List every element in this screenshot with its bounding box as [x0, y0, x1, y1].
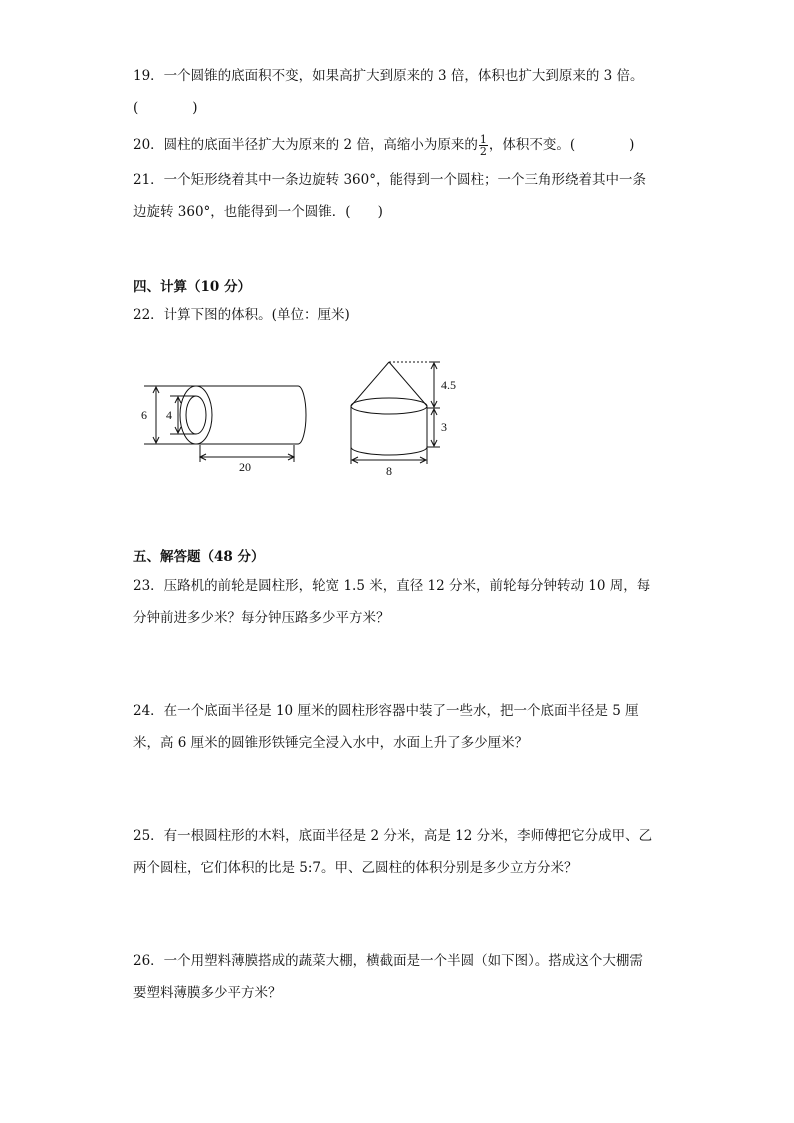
q19-line1: 19．一个圆锥的底面积不变，如果高扩大到原来的 3 倍，体积也扩大到原来的 3 倍。 — [133, 68, 644, 84]
q25-line1: 25．有一根圆柱形的木料，底面半径是 2 分米，高是 12 分米，李师傅把它分成甲、乙 — [133, 828, 653, 844]
fraction-numerator: 1 — [479, 133, 487, 146]
q23-line1: 23．压路机的前轮是圆柱形，轮宽 1.5 米，直径 12 分米，前轮每分钟转动 10 周，每 — [133, 578, 651, 594]
q21-line2: 边旋转 360°，也能得到一个圆锥．( ) — [133, 204, 383, 220]
q23-line2: 分钟前进多少米？每分钟压路多少平方米？ — [133, 610, 390, 626]
fraction — [479, 134, 488, 157]
label-cone-height: 4.5 — [441, 378, 456, 392]
label-outer-diameter: 6 — [141, 408, 147, 422]
q19-line2: ( ) — [133, 100, 198, 116]
q21-line1: 21．一个矩形绕着其中一条边旋转 360°，能得到一个圆柱；一个三角形绕着其中一条 — [133, 172, 646, 188]
hollow-cylinder — [144, 386, 306, 462]
q20-text-before: 20．圆柱的底面半径扩大为原来的 2 倍，高缩小为原来的 — [133, 137, 478, 153]
q26-line1: 26．一个用塑料薄膜搭成的蔬菜大棚，横截面是一个半圆（如下图）。搭成这个大棚需 — [133, 953, 643, 969]
q24-line2: 米，高 6 厘米的圆锥形铁锤完全浸入水中，水面上升了多少厘米？ — [133, 735, 529, 751]
question-22: 22．计算下图的体积。(单位：厘米) — [133, 307, 350, 323]
label-base-height: 3 — [441, 420, 447, 434]
q24-line1: 24．在一个底面半径是 10 厘米的圆柱形容器中装了一些水，把一个底面半径是 5 厘 — [133, 703, 639, 719]
label-cylinder-length: 20 — [239, 460, 251, 474]
section-4-title: 四、计算（10 分） — [133, 279, 251, 295]
q25-line2: 两个圆柱，它们体积的比是 5:7。甲、乙圆柱的体积分别是多少立方分米？ — [133, 860, 578, 876]
fraction-denominator: 2 — [479, 145, 487, 158]
cone-on-cylinder — [351, 362, 440, 464]
q26-line2: 要塑料薄膜多少平方米？ — [133, 985, 282, 1001]
label-base-diameter: 8 — [386, 464, 392, 478]
section-5-title: 五、解答题（48 分） — [133, 549, 265, 565]
label-inner-diameter: 4 — [166, 408, 172, 422]
volume-figure — [140, 350, 460, 485]
question-20 — [133, 134, 634, 157]
q20-text-after: ，体积不变。( ) — [488, 137, 635, 153]
